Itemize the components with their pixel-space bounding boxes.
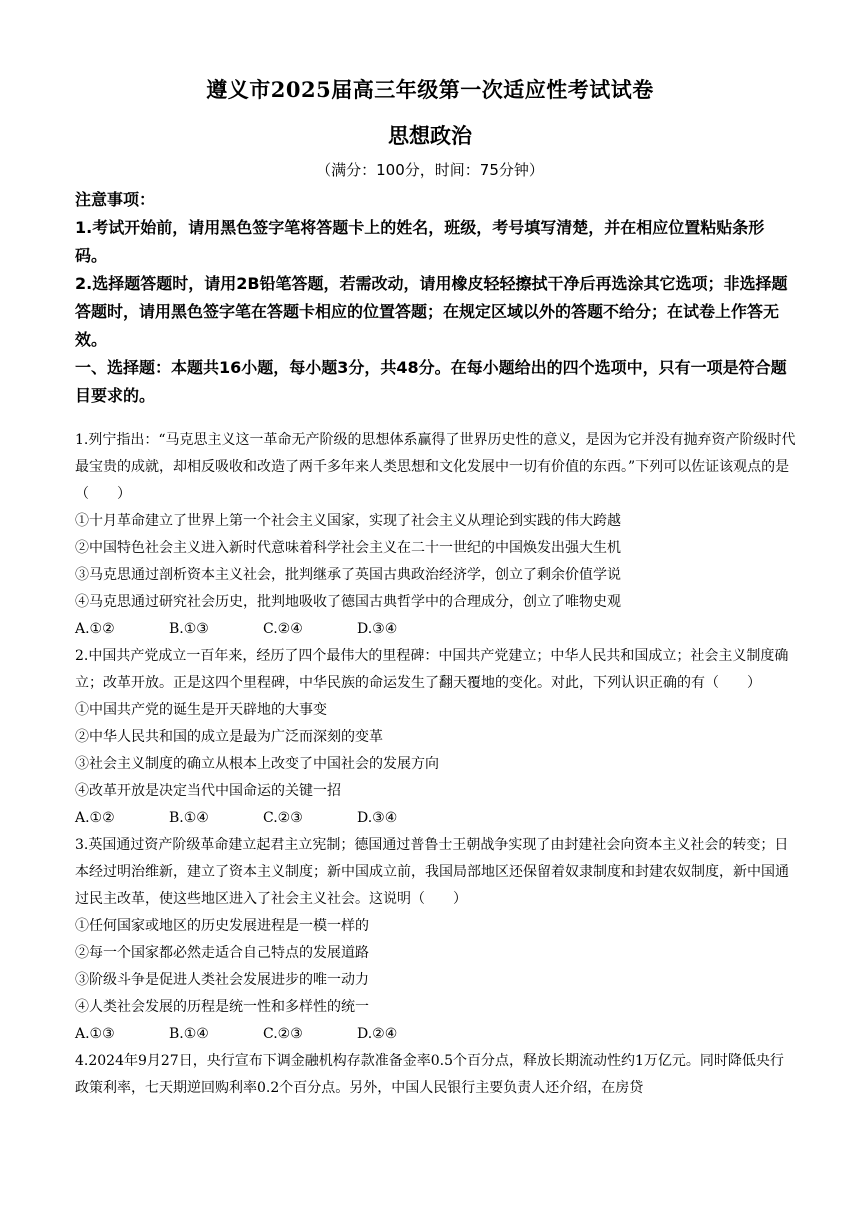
statement-item: ②中华人民共和国的成立是最为广泛而深刻的变革 [75,729,383,745]
statement-item: ①中国共产党的诞生是开天辟地的大事变 [75,702,327,718]
exam-title: 遵义市2025届高三年级第一次适应性考试试卷 [206,77,654,102]
answer-options [75,1021,797,1048]
option-b: B.①④ [169,1026,209,1042]
option-a: A.①③ [75,1026,115,1042]
statement-item: ③阶级斗争是促进人类社会发展进步的唯一动力 [75,972,369,988]
answer-options [75,616,797,643]
notes-heading: 注意事项： [75,190,156,209]
option-c: C.②③ [263,810,303,826]
answer-options [75,805,797,832]
section-heading: 一、选择题：本题共16小题，每小题3分，共48分。在每小题给出的四个选项中，只有一项是符合题目要求的。 [75,358,787,405]
option-c: C.②④ [263,621,303,637]
notes-item-1: 1.考试开始前，请用黑色签字笔将答题卡上的姓名，班级，考号填写清楚，并在相应位置粘贴条形码。 [75,218,765,265]
statement-item: ②每一个国家都必然走适合自己特点的发展道路 [75,945,369,961]
question-stem: 1.列宁指出：“马克思主义这一革命无产阶级的思想体系赢得了世界历史性的意义，是因为它并没有抛弃资产阶级时代最宝贵的成就，却相反吸收和改造了两千多年来人类思想和文化发展中一切有价值的东西。”下列可以佐证该观点的是（ ） [75,432,796,502]
option-a: A.①② [75,621,115,637]
statement-item: ①任何国家或地区的历史发展进程是一模一样的 [75,918,369,934]
option-c: C.②③ [263,1026,303,1042]
statement-item: ④人类社会发展的历程是统一性和多样性的统一 [75,999,369,1015]
option-b: B.①④ [169,810,209,826]
statement-item: ②中国特色社会主义进入新时代意味着科学社会主义在二十一世纪的中国焕发出强大生机 [75,540,621,556]
question-stem: 2.中国共产党成立一百年来，经历了四个最伟大的里程碑：中国共产党建立；中华人民共和国成立；社会主义制度确立；改革开放。正是这四个里程碑，中华民族的命运发生了翻天覆地的变化。对此，下列认识正确的有（ ） [75,648,789,691]
question-list [75,427,797,1102]
notes-item-2: 2.选择题答题时，请用2B铅笔答题，若需改动，请用橡皮轻轻擦拭干净后再选涂其它选项；非选择题答题时，请用黑色签字笔在答题卡相应的位置答题；在规定区域以外的答题不给分；在试卷上作答无效。 [75,274,788,349]
question-stem: 4.2024年9月27日，央行宣布下调金融机构存款准备金率0.5个百分点，释放长期流动性约1万亿元。同时降低央行政策利率，七天期逆回购利率0.2个百分点。另外，中国人民银行主要负责人还介绍，在房贷 [75,1053,784,1096]
option-a: A.①② [75,810,115,826]
statement-item: ①十月革命建立了世界上第一个社会主义国家，实现了社会主义从理论到实践的伟大跨越 [75,513,621,529]
statement-item: ③社会主义制度的确立从根本上改变了中国社会的发展方向 [75,756,439,772]
subject-title: 思想政治 [388,123,472,148]
statement-item: ③马克思通过剖析资本主义社会，批判继承了英国古典政治经济学，创立了剩余价值学说 [75,567,621,583]
exam-notes [75,186,795,410]
statement-item: ④改革开放是决定当代中国命运的关键一招 [75,783,341,799]
option-d: D.②④ [357,1026,398,1042]
option-d: D.③④ [357,621,398,637]
option-b: B.①③ [169,621,209,637]
question-stem: 3.英国通过资产阶级革命建立起君主立宪制；德国通过普鲁士王朝战争实现了由封建社会向资本主义社会的转变；日本经过明治维新，建立了资本主义制度；新中国成立前，我国局部地区还保留着奴隶制度和封建农奴制度，新中国通过民主改革，使这些地区进入了社会主义社会。这说明（ ） [75,837,789,907]
statement-item: ④马克思通过研究社会历史，批判地吸收了德国古典哲学中的合理成分，创立了唯物史观 [75,594,621,610]
option-d: D.③④ [357,810,398,826]
exam-meta: （满分：100分，时间：75分钟） [316,161,544,179]
